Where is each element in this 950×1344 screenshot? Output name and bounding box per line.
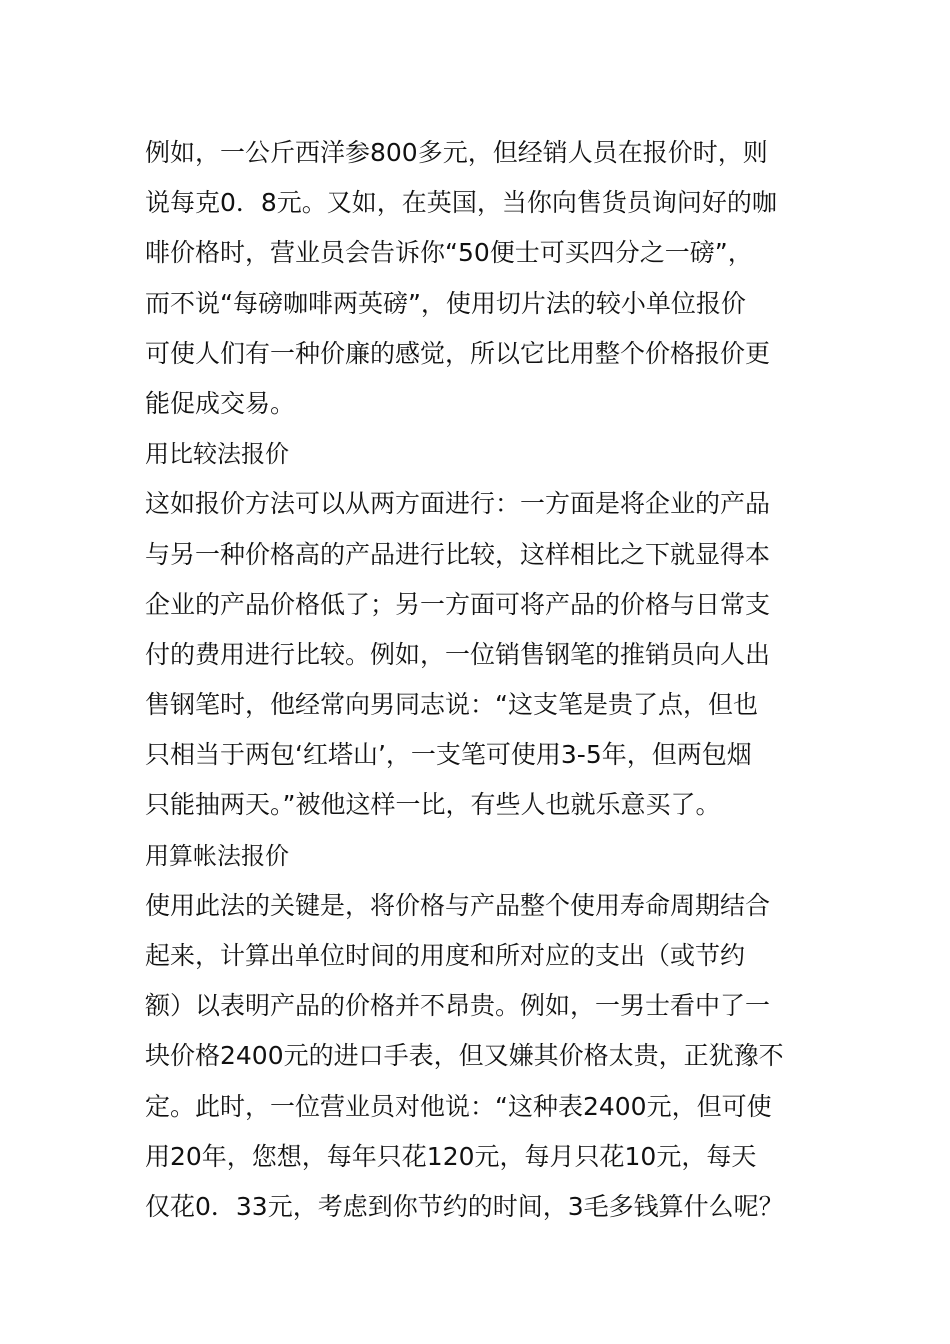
paragraph-line: 可使人们有一种价廉的感觉，所以它比用整个价格报价更 (145, 338, 771, 368)
paragraph-line: 定。此时，一位营业员对他说：“这种表2400元，但可使 (145, 1091, 772, 1121)
paragraph-line: 仅花0．33元，考虑到你节约的时间，3毛多钱算什么呢？ (145, 1191, 784, 1221)
paragraph-line: 用20年，您想，每年只花120元，每月只花10元，每天 (145, 1141, 757, 1171)
paragraph-line: 啡价格时，营业员会告诉你“50便士可买四分之一磅”， (145, 238, 753, 268)
paragraph-line: 企业的产品价格低了；另一方面可将产品的价格与日常支 (145, 589, 771, 619)
paragraph-line: 而不说“每磅咖啡两英磅”，使用切片法的较小单位报价 (145, 288, 746, 318)
paragraph-line: 能促成交易。 (145, 388, 296, 418)
paragraph-line: 付的费用进行比较。例如，一位销售钢笔的推销员向人出 (145, 639, 771, 669)
paragraph-line: 说每克0．8元。又如，在英国，当你向售货员询问好的咖 (145, 188, 777, 218)
paragraph-line: 块价格2400元的进口手表，但又嫌其价格太贵，正犹豫不 (145, 1041, 784, 1071)
paragraph-line: 只相当于两包‘红塔山’，一支笔可使用3-5年，但两包烟 (145, 740, 752, 770)
body-text (145, 128, 810, 1232)
paragraph-line: 与另一种价格高的产品进行比较，这样相比之下就显得本 (145, 539, 771, 569)
paragraph-line: 例如，一公斤西洋参800多元，但经销人员在报价时，则 (145, 138, 768, 167)
paragraph-line: 额）以表明产品的价格并不昂贵。例如，一男士看中了一 (145, 991, 771, 1021)
paragraph-line: 只能抽两天。”被他这样一比，有些人也就乐意买了。 (145, 790, 721, 820)
section-heading: 用比较法报价 (145, 440, 289, 469)
paragraph-line: 这如报价方法可以从两方面进行：一方面是将企业的产品 (145, 489, 771, 519)
paragraph-line: 起来，计算出单位时间的用度和所对应的支出（或节约 (145, 941, 746, 970)
section-heading: 用算帐法报价 (145, 841, 289, 870)
paragraph-line: 售钢笔时，他经常向男同志说：“这支笔是贵了点，但也 (145, 690, 758, 720)
paragraph-line: 使用此法的关键是，将价格与产品整个使用寿命周期结合 (145, 890, 771, 920)
